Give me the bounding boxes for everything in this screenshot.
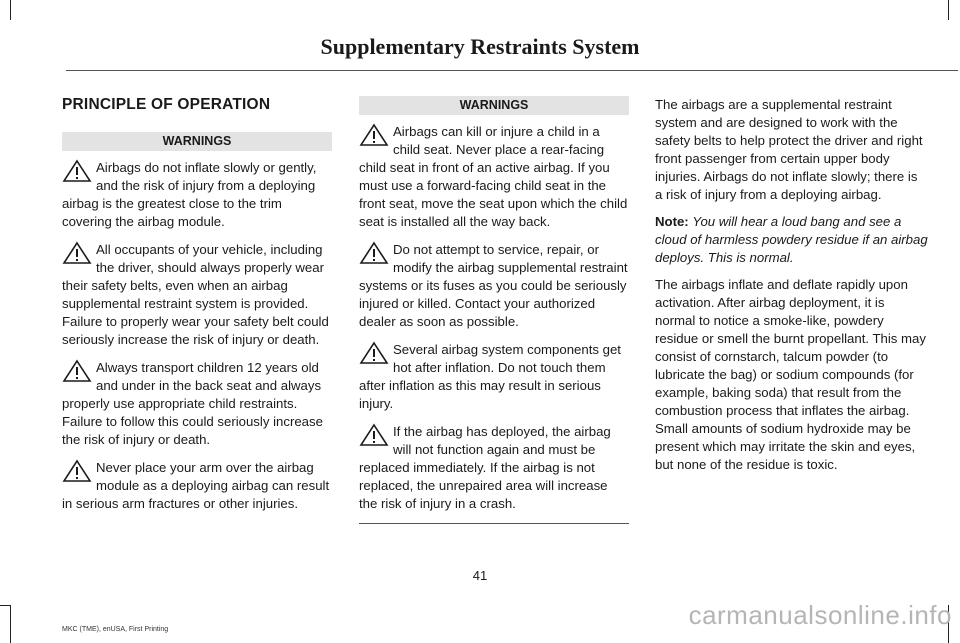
edition-footer: MKC (TME), enUSA, First Printing [62,626,169,633]
page-header-title: Supplementary Restraints System [320,34,640,59]
site-watermark[interactable]: carmanualsonline.info [688,600,952,630]
note-paragraph [655,213,928,267]
warning-item [62,159,332,231]
warning-text: Airbags can kill or injure a child in a child seat. Never place a rear-facing child seat in front of an active airbag. If you must use a forward-facing child seat in the front seat, move the seat upon which the child seat is installed all the way back. [359,124,628,229]
warning-text: Do not attempt to service, repair, or modify the airbag supplemental restraint systems or its fuses as you could be seriously injured or killed. Contact your authorized dealer as soon as possible. [359,242,628,329]
page-number: 41 [472,568,488,583]
warning-item [359,241,629,331]
warning-triangle-icon [359,423,389,447]
column-3 [655,96,928,483]
warning-text: All occupants of your vehicle, including the driver, should always properly wear their safety belts, even when an airbag supplemental restraint system is provided. Failure to properly wear your safety belt could seriously increase the risk of injury or death. [62,242,329,347]
body-paragraph: The airbags are a supplemental restraint system and are designed to work with the safety belts to help protect the driver and right front passenger from certain upper body injuries. Airbags do not inflate slowly; there is a risk of injury from a deploying airbag. [655,97,923,202]
column-2 [359,96,629,524]
warnings-label: WARNINGS [62,132,332,151]
warning-text: Always transport children 12 years old and under in the back seat and always properly use appropriate child restraints. Failure to follow this could seriously increase the risk of injury or death. [62,360,323,447]
crop-mark-top-right-v [948,0,949,20]
crop-mark-top-left-v [10,0,11,20]
warning-text: Never place your arm over the airbag module as a deploying airbag can result in serious arm fractures or other injuries. [62,460,330,511]
note-label: Note: [655,214,689,229]
warning-text: If the airbag has deployed, the airbag will not function again and must be replaced immediately. If the airbag is not replaced, the unrepaired area will increase the risk of injury in a crash. [359,424,611,511]
warning-triangle-icon [62,359,92,383]
warning-item [62,459,332,513]
warning-item [62,241,332,349]
warning-text: Airbags do not inflate slowly or gently, and the risk of injury from a deploying airbag is the greatest close to the trim covering the airbag module. [62,160,317,229]
warning-triangle-icon [62,459,92,483]
warnings-label: WARNINGS [359,96,629,115]
warning-triangle-icon [359,341,389,365]
warning-item [62,359,332,449]
body-paragraph: The airbags inflate and deflate rapidly upon activation. After airbag deployment, it is normal to notice a smoke-like, powdery residue or smell the burnt propellant. This may consist of cornstarch, talcum powder (to lubricate the bag) or sodium compounds (for example, baking soda) that result from the combustion process that inflates the airbag. Small amounts of sodium hydroxide may be present which may irritate the skin and eyes, but none of the residue is toxic. [655,277,926,472]
crop-mark-bottom-left-h [0,605,11,606]
section-heading: PRINCIPLE OF OPERATION [62,96,271,113]
warning-item [359,341,629,413]
warning-text: Several airbag system components get hot after inflation. Do not touch them after inflation as this may result in serious injury. [359,342,621,411]
warnings-end-rule [359,523,629,524]
warning-triangle-icon [62,241,92,265]
warning-triangle-icon [359,241,389,265]
warning-item [359,123,629,231]
warning-triangle-icon [359,123,389,147]
note-text: You will hear a loud bang and see a cloud of harmless powdery residue if an airbag deploys. This is normal. [655,214,928,265]
column-1 [62,96,332,523]
warning-item [359,423,629,513]
crop-mark-bottom-left-v [10,605,11,643]
warning-triangle-icon [62,159,92,183]
header-rule [66,70,958,71]
